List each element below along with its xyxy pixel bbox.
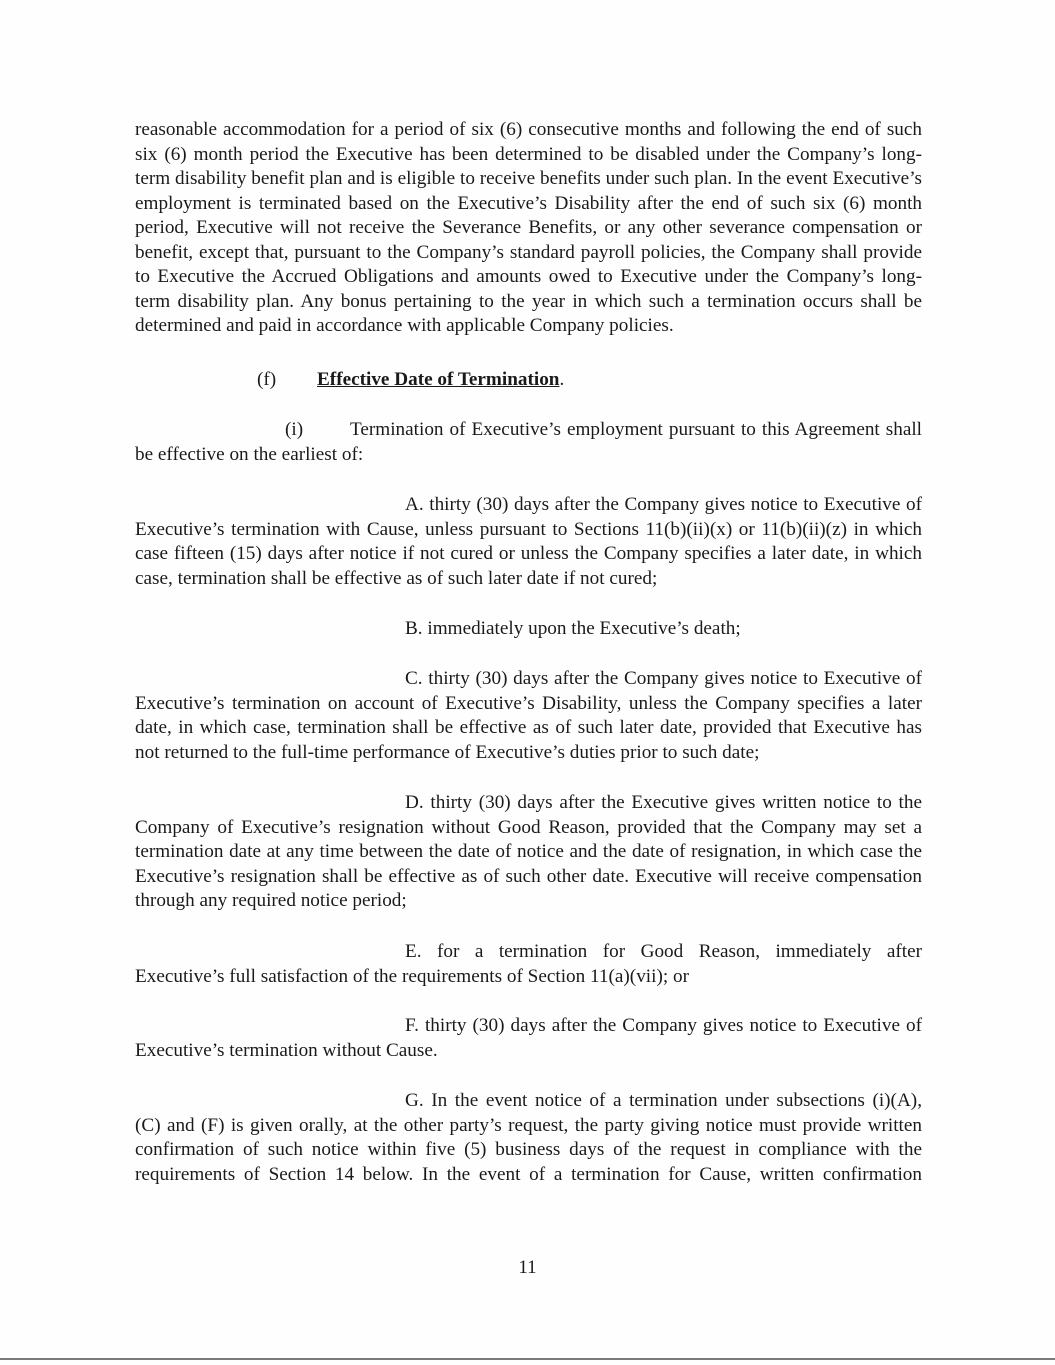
paragraph-disability-continuation: reasonable accommodation for a period of six (6) consecutive months and following the end of such six (6) month period the Executive has been determined to be disabled under the Company’s long-term disability benefit plan and is eligible to receive benefits under such plan. In the event Executive’s employment is terminated based on the Executive’s Disability after the end of such six (6) month period, Executive will not receive the Severance Benefits, or any other severance compensation or benefit, except that, pursuant to the Company’s standard payroll policies, the Company shall provide to Executive the Accrued Obligations and amounts owed to Executive under the Company’s long-term disability plan. Any bonus pertaining to the year in which such a termination occurs shall be determined and paid in accordance with applicable Company policies. (135, 119, 922, 336)
item-b-paragraph: B. immediately upon the Executive’s death; (405, 618, 741, 639)
section-f-label: (f) (257, 369, 277, 390)
item-c-paragraph: C. thirty (30) days after the Company gives notice to Executive of Executive’s termination on account of Executive’s Disability, unless the Company specifies a later date, in which case, termination shall be effective as of such later date, provided that Executive has not returned to the full-time performance of Executive’s duties prior to such date; (135, 668, 922, 763)
section-f-heading (257, 368, 564, 392)
subsection-i-text: Termination of Executive’s employment pursuant to this Agreement shall be effective on the earliest of: (135, 419, 922, 465)
page-bottom-edge (0, 1358, 1055, 1360)
item-f-paragraph: F. thirty (30) days after the Company gives notice to Executive of Executive’s termination without Cause. (135, 1015, 922, 1061)
section-f-title-suffix: . (559, 369, 565, 390)
item-g-paragraph: G. In the event notice of a termination under subsections (i)(A), (C) and (F) is given orally, at the other party’s request, the party giving notice must provide written confirmation of such notice within five (5) business days of the request in compliance with the requirements of Section 14 below. In the event of a termination for Cause, written confirmation (135, 1090, 922, 1185)
item-e-paragraph: E. for a termination for Good Reason, immediately after Executive’s full satisfaction of the requirements of Section 11(a)(vii); or (135, 941, 922, 987)
section-f-title: Effective Date of Termination (317, 369, 560, 390)
page-number: 11 (518, 1257, 537, 1278)
item-a-paragraph: A. thirty (30) days after the Company gives notice to Executive of Executive’s termination with Cause, unless pursuant to Sections 11(b)(ii)(x) or 11(b)(ii)(z) in which case fifteen (15) days after notice if not cured or unless the Company specifies a later date, in which case, termination shall be effective as of such later date if not cured; (135, 494, 922, 589)
subsection-i-label: (i) (285, 419, 304, 440)
subsection-i-paragraph (135, 418, 922, 467)
item-d-paragraph: D. thirty (30) days after the Executive gives written notice to the Company of Executive’s resignation without Good Reason, provided that the Company may set a termination date at any time between the date of notice and the date of resignation, in which case the Executive’s resignation shall be effective as of such other date. Executive will receive compensation through any required notice period; (135, 792, 922, 911)
